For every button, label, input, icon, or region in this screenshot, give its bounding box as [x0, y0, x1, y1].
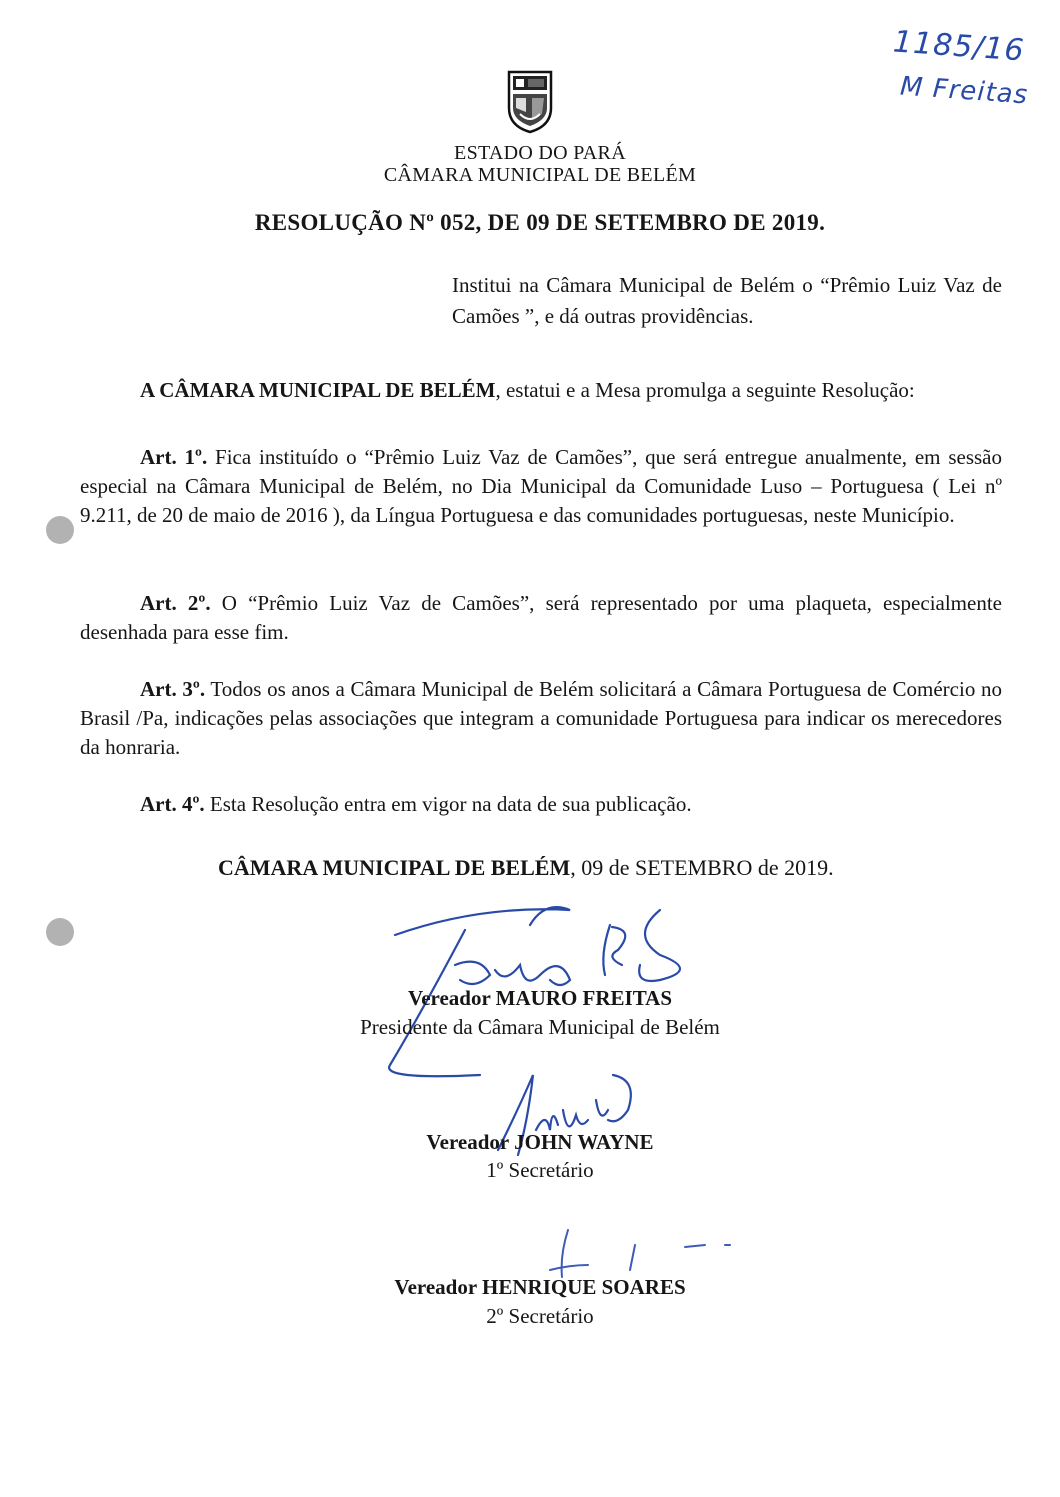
- signatory-name: Vereador MAURO FREITAS: [407, 986, 673, 1010]
- article-label: Art. 2º.: [140, 591, 211, 615]
- article-label: Art. 1º.: [140, 445, 208, 469]
- article-text: Fica instituído o “Prêmio Luiz Vaz de Camões”, que será entregue anualmente, em sessão especial na Câmara Municipal de Belém, no Dia Municipal da Comunidade Luso – Portuguesa ( Lei nº 9.211, de 20 de maio de 2016 ), da Língua Portuguesa e das comunidades portuguesas, neste Município.: [80, 445, 1002, 527]
- article-text: O “Prêmio Luiz Vaz de Camões”, será representado por uma plaqueta, especialmente desenhada para esse fim.: [80, 591, 1002, 644]
- handwritten-name: M Freitas: [899, 71, 1030, 111]
- article-2: [80, 589, 1002, 647]
- preamble: [80, 376, 1002, 405]
- signatory-name: Vereador JOHN WAYNE: [426, 1130, 654, 1154]
- preamble-text: , estatui e a Mesa promulga a seguinte Resolução:: [495, 378, 915, 402]
- article-label: Art. 4º.: [140, 792, 205, 816]
- article-3: [80, 675, 1002, 762]
- closing-bold: CÂMARA MUNICIPAL DE BELÉM: [218, 855, 571, 880]
- punch-hole: [46, 918, 74, 946]
- ementa: Institui na Câmara Municipal de Belém o “Prêmio Luiz Vaz de Camões ”, e dá outras providências.: [452, 273, 1002, 328]
- closing-line: [218, 855, 834, 881]
- preamble-bold: A CÂMARA MUNICIPAL DE BELÉM: [140, 378, 496, 402]
- signatory-name: Vereador HENRIQUE SOARES: [394, 1275, 686, 1299]
- article-1: [80, 443, 1002, 530]
- signatory-role: Presidente da Câmara Municipal de Belém: [360, 1015, 720, 1039]
- article-text: Todos os anos a Câmara Municipal de Belém solicitará a Câmara Portuguesa de Comércio no Brasil /Pa, indicações pelas associações que integram a comunidade Portuguesa para indicar os merecedores da honraria.: [80, 677, 1002, 759]
- punch-hole: [46, 516, 74, 544]
- header-chamber: CÂMARA MUNICIPAL DE BELÉM: [383, 164, 697, 186]
- article-label: Art. 3º.: [140, 677, 206, 701]
- handwritten-number: 1185/16: [891, 24, 1026, 69]
- resolution-title: RESOLUÇÃO Nº 052, DE 09 DE SETEMBRO DE 2019.: [254, 210, 826, 235]
- article-4: [80, 790, 1002, 819]
- closing-text: , 09 de SETEMBRO de 2019.: [570, 855, 834, 880]
- signatory-role: 1º Secretário: [486, 1158, 594, 1182]
- coat-of-arms-icon: [506, 68, 554, 134]
- header-state: ESTADO DO PARÁ: [454, 142, 626, 164]
- signatory-role: 2º Secretário: [486, 1304, 594, 1328]
- article-text: Esta Resolução entra em vigor na data de sua publicação.: [204, 792, 692, 816]
